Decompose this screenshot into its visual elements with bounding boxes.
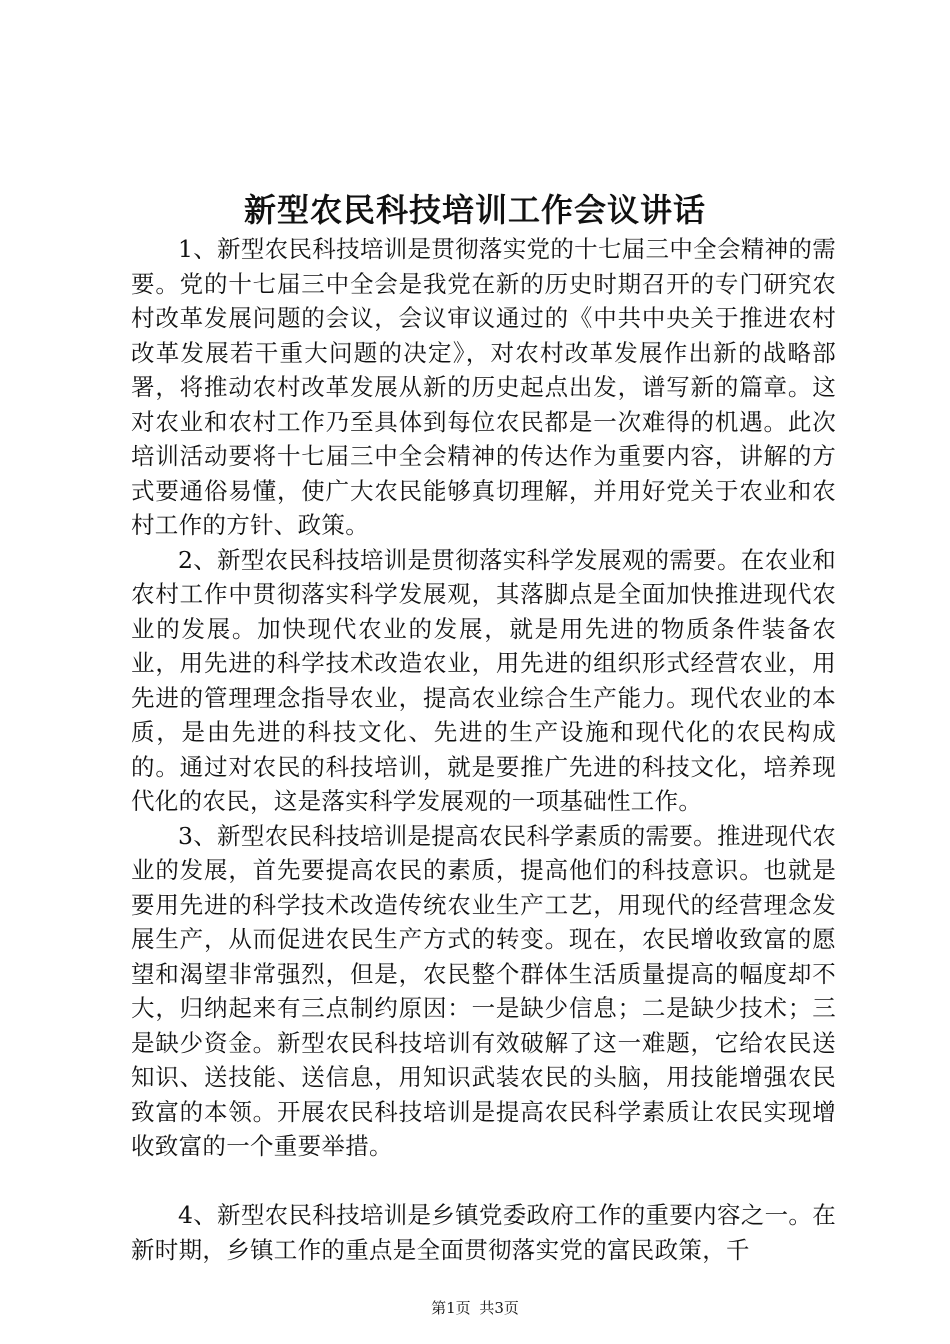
document-body [131,232,836,1267]
document-title: 新型农民科技培训工作会议讲话 [243,191,706,229]
paragraph-4: 4、新型农民科技培训是乡镇党委政府工作的重要内容之一。在新时期，乡镇工作的重点是全面贯彻落实党的富民政策，千 [131,1201,836,1264]
page-number: 第1页 [431,1299,471,1317]
paragraph-3: 3、新型农民科技培训是提高农民科学素质的需要。推进现代农业的发展，首先要提高农民的素质，提高他们的科技意识。也就是要用先进的科学技术改造传统农业生产工艺，用现代的经营理念发展生产，从而促进农民生产方式的转变。现在，农民增收致富的愿望和渴望非常强烈，但是，农民整个群体生活质量提高的幅度却不大，归纳起来有三点制约原因：一是缺少信息；二是缺少技术；三是缺少资金。新型农民科技培训有效破解了这一难题，它给农民送知识、送技能、送信息，用知识武装农民的头脑，用技能增强农民致富的本领。开展农民科技培训是提高农民科学素质让农民实现增收致富的一个重要举措。 [131,821,836,1160]
paragraph-2: 2、新型农民科技培训是贯彻落实科学发展观的需要。在农业和农村工作中贯彻落实科学发展观，其落脚点是全面加快推进现代农业的发展。加快现代农业的发展，就是用先进的物质条件装备农业，用先进的科学技术改造农业，用先进的组织形式经营农业，用先进的管理理念指导农业，提高农业综合生产能力。现代农业的本质，是由先进的科技文化、先进的生产设施和现代化的农民构成的。通过对农民的科技培训，就是要推广先进的科技文化，培养现代化的农民，这是落实科学发展观的一项基础性工作。 [131,545,836,815]
page-total: 共3页 [479,1299,519,1317]
page-footer [0,1298,950,1318]
paragraph-1: 1、新型农民科技培训是贯彻落实党的十七届三中全会精神的需要。党的十七届三中全会是我党在新的历史时期召开的专门研究农村改革发展问题的会议，会议审议通过的《中共中央关于推进农村改革发展若干重大问题的决定》，对农村改革发展作出新的战略部署，将推动农村改革发展从新的历史起点出发，谱写新的篇章。这对农业和农村工作乃至具体到每位农民都是一次难得的机遇。此次培训活动要将十七届三中全会精神的传达作为重要内容，讲解的方式要通俗易懂，使广大农民能够真切理解，并用好党关于农业和农村工作的方针、政策。 [131,235,836,539]
